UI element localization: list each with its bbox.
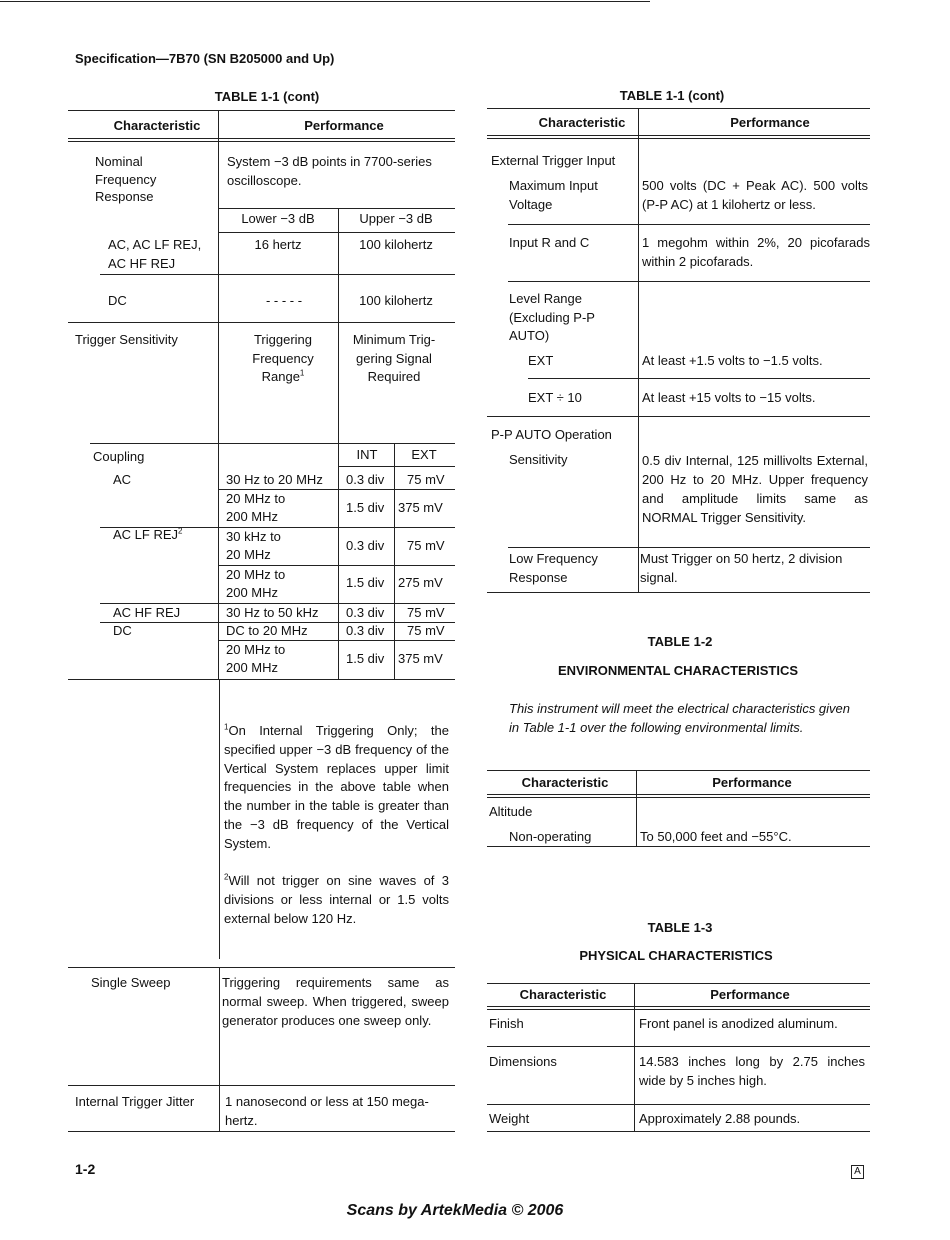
subheader: Lower −3 dB <box>241 211 315 226</box>
divider <box>338 466 455 467</box>
divider <box>487 1009 870 1010</box>
row-label: Sensitivity <box>509 452 568 467</box>
table-title: TABLE 1-2 <box>647 634 713 649</box>
row-label: AC HF REJ <box>113 605 181 620</box>
divider <box>219 967 220 1131</box>
table-subtitle: PHYSICAL CHARACTERISTICS <box>579 948 773 963</box>
divider <box>487 1006 870 1007</box>
column-header: Performance <box>730 115 810 130</box>
cell: 30 Hz to 20 MHz <box>226 472 323 487</box>
row-label: Single Sweep <box>91 975 171 990</box>
scan-credit: Scans by ArtekMedia © 2006 <box>346 1202 564 1219</box>
divider <box>508 281 870 282</box>
divider <box>487 846 870 847</box>
page-header: Specification—7B70 (SN B205000 and Up) <box>75 51 335 66</box>
column-header: Performance <box>304 118 384 133</box>
footnote-2: $^2$Will not trigger on sine waves of 3 divisions or less internal or 1.5 volts external below 120 Hz. <box>224 872 449 926</box>
cell: 500 volts (DC + Peak AC). 500 volts (P-P AC) at 1 kilohertz or less. <box>642 178 868 212</box>
row-label: DC <box>113 623 132 638</box>
table-title: TABLE 1-3 <box>647 920 713 935</box>
divider <box>68 1131 455 1132</box>
row-label: Finish <box>489 1016 524 1031</box>
cell: To 50,000 feet and −55°C. <box>640 829 792 844</box>
row-label: Internal Trigger Jitter <box>75 1094 195 1109</box>
row-label: DC <box>108 293 127 308</box>
divider <box>68 1085 455 1086</box>
cell: 20 MHz to 200 MHz <box>226 642 286 675</box>
subheader: Triggering Frequency Range$^1$ <box>252 332 314 384</box>
divider <box>528 378 870 379</box>
subheader: EXT <box>411 447 437 462</box>
divider <box>487 770 870 771</box>
column-header: Performance <box>712 775 792 790</box>
row-label: Altitude <box>489 804 533 819</box>
divider <box>218 208 455 209</box>
cell: At least +1.5 volts to −1.5 volts. <box>642 353 823 368</box>
divider <box>218 232 455 233</box>
cell: System −3 dB points in 7700-series oscilloscope. <box>227 154 432 188</box>
cell: 30 Hz to 50 kHz <box>226 605 319 620</box>
row-label: EXT ÷ 10 <box>528 390 582 405</box>
cell: 75 mV <box>407 472 445 487</box>
divider <box>394 443 395 679</box>
divider <box>487 794 870 795</box>
divider <box>636 770 637 846</box>
divider <box>508 547 870 548</box>
row-label: AC, AC LF REJ, AC HF REJ <box>108 237 202 271</box>
divider <box>68 138 455 139</box>
row-label: Low Frequency Response <box>509 551 598 585</box>
cell: At least +15 volts to −15 volts. <box>642 390 816 405</box>
cell: 75 mV <box>407 605 445 620</box>
divider <box>487 416 870 417</box>
column-header: Characteristic <box>519 987 607 1002</box>
divider <box>508 224 870 225</box>
row-label: Coupling <box>93 449 145 464</box>
divider <box>487 1131 870 1132</box>
divider <box>68 967 455 968</box>
row-label: AC <box>113 472 132 487</box>
divider <box>634 983 635 1131</box>
revision-mark: A <box>851 1165 864 1179</box>
row-label: Input R and C <box>509 235 590 250</box>
cell: 1 nanosecond or less at 150 mega- hertz. <box>225 1094 429 1128</box>
footnote-1: $^1$On Internal Triggering Only; the specified upper −3 dB frequency of the Vertical System replaces upper limit frequencies in the above table when the number in the table is greater than the −3 dB frequency of the Vertical System. <box>224 722 449 851</box>
cell: Approximately 2.88 pounds. <box>639 1111 801 1126</box>
subheader: Minimum Trig- gering Signal Required <box>352 332 436 384</box>
cell: 75 mV <box>407 538 445 553</box>
column-header: Performance <box>710 987 790 1002</box>
column-header: Characteristic <box>521 775 609 790</box>
divider <box>487 108 870 109</box>
cell: 0.5 div Internal, 125 millivolts External, 200 Hz to 20 MHz. Upper frequency and amplitude limits same as NORMAL Trigger Sensitivity. <box>642 453 868 525</box>
table-title: TABLE 1-1 (cont) <box>619 88 725 103</box>
cell: 0.3 div <box>346 623 385 638</box>
divider <box>219 679 220 959</box>
row-label: P-P AUTO Operation <box>491 427 612 442</box>
cell: 0.3 div <box>346 538 385 553</box>
divider <box>100 274 455 275</box>
cell: DC to 20 MHz <box>226 623 308 638</box>
subheader: INT <box>356 447 378 462</box>
divider <box>487 797 870 798</box>
divider <box>487 1104 870 1105</box>
row-label: EXT <box>528 353 554 368</box>
cell: 1 megohm within 2%, 20 picofarads within 2 picofarads. <box>642 235 870 269</box>
row-label: Level Range (Excluding P-P AUTO) <box>509 291 595 343</box>
divider <box>0 1 650 2</box>
row-label: Non-operating <box>509 829 592 844</box>
cell: 100 kilohertz <box>359 293 433 308</box>
table-subtitle: ENVIRONMENTAL CHARACTERISTICS <box>557 663 799 678</box>
divider <box>338 322 339 679</box>
divider <box>487 135 870 136</box>
divider <box>487 1046 870 1047</box>
cell: 0.3 div <box>346 472 385 487</box>
cell: 275 mV <box>398 575 443 590</box>
cell: 20 MHz to 200 MHz <box>226 567 286 600</box>
column-header: Characteristic <box>538 115 626 130</box>
intro-text: This instrument will meet the electrical characteristics given in Table 1-1 over the following environmental limits. <box>509 701 851 735</box>
divider <box>68 110 455 111</box>
cell: 1.5 div <box>346 500 385 515</box>
row-label: AC LF REJ$^2$ <box>113 526 183 542</box>
row-label: External Trigger Input <box>491 153 616 168</box>
row-label: Nominal Frequency Response <box>95 154 157 204</box>
cell: Triggering requirements same as normal sweep. When triggered, sweep generator produces one sweep only. <box>222 975 449 1028</box>
divider <box>487 138 870 139</box>
page-number: 1-2 <box>75 1161 96 1177</box>
cell: 100 kilohertz <box>359 237 433 252</box>
cell: 0.3 div <box>346 605 385 620</box>
divider <box>487 983 870 984</box>
column-header: Characteristic <box>113 118 201 133</box>
divider <box>90 443 455 444</box>
cell: 16 hertz <box>254 237 302 252</box>
divider <box>487 592 870 593</box>
row-label: Weight <box>489 1111 530 1126</box>
row-label: Maximum Input Voltage <box>509 178 598 212</box>
cell: 1.5 div <box>346 575 385 590</box>
cell: 375 mV <box>398 651 443 666</box>
divider <box>68 141 455 142</box>
table-title: TABLE 1-1 (cont) <box>214 89 320 104</box>
divider <box>68 679 455 680</box>
subheader: Upper −3 dB <box>359 211 433 226</box>
cell: Front panel is anodized aluminum. <box>639 1016 838 1031</box>
cell: 375 mV <box>398 500 443 515</box>
cell: 75 mV <box>407 623 445 638</box>
cell: 20 MHz to 200 MHz <box>226 491 286 524</box>
divider <box>638 108 639 592</box>
row-label: Trigger Sensitivity <box>75 332 178 347</box>
divider <box>218 110 219 444</box>
divider <box>338 208 339 322</box>
cell: 14.583 inches long by 2.75 inches wide by 5 inches high. <box>639 1054 865 1088</box>
cell: 1.5 div <box>346 651 385 666</box>
divider <box>68 322 455 323</box>
row-label: Dimensions <box>489 1054 557 1069</box>
cell: 30 kHz to 20 MHz <box>226 529 281 562</box>
divider <box>218 443 219 679</box>
cell: - - - - - <box>265 293 303 308</box>
cell: Must Trigger on 50 hertz, 2 division signal. <box>640 551 843 585</box>
